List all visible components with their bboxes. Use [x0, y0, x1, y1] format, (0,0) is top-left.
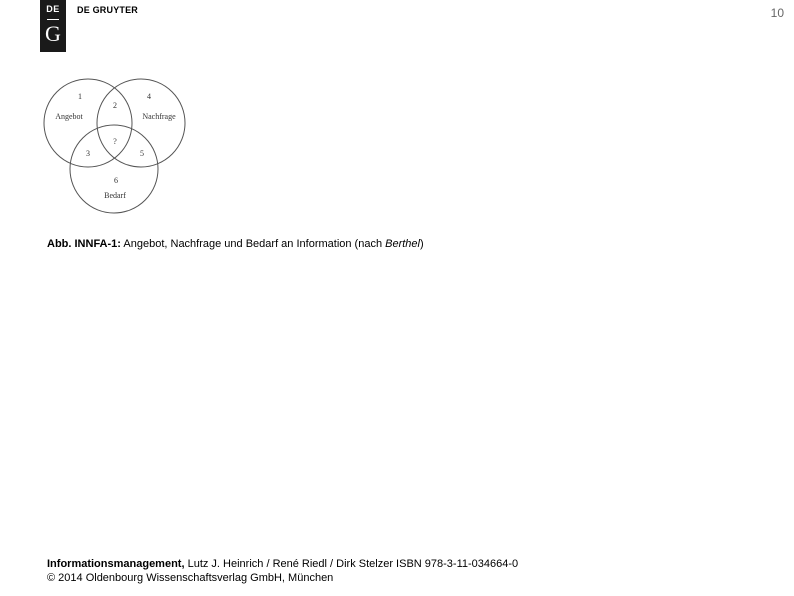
logo-bottom-text: G: [45, 21, 61, 46]
footer-authors-isbn: Lutz J. Heinrich / René Riedl / Dirk Stelzer ISBN 978-3-11-034664-0: [184, 558, 519, 570]
caption-text: Angebot, Nachfrage und Bedarf an Information (nach: [120, 238, 386, 250]
venn-diagram: [40, 74, 190, 216]
region-label-4: 4: [147, 92, 151, 101]
caption-label: Abb. INNFA-1:: [47, 238, 121, 250]
footer-book-title: Informationsmanagement,: [47, 558, 185, 570]
footer-copyright: © 2014 Oldenbourg Wissenschaftsverlag GmbH, München: [47, 572, 334, 584]
circle-label-angebot: Angebot: [55, 112, 83, 121]
figure-caption: [47, 238, 424, 250]
logo-top-text: DE: [46, 4, 60, 14]
footer: [47, 557, 518, 585]
caption-author: Berthel: [385, 238, 420, 250]
region-label-2: 2: [113, 101, 117, 110]
region-label-3: 3: [86, 149, 90, 158]
region-label-1: 1: [78, 92, 82, 101]
publisher-name: DE GRUYTER: [77, 5, 139, 15]
region-label-5: 5: [140, 149, 144, 158]
region-label-6: 6: [114, 176, 118, 185]
logo-divider: [47, 19, 59, 20]
footer-citation: [47, 557, 518, 571]
caption-end: ): [419, 238, 424, 250]
degruyter-logo: [40, 0, 66, 52]
region-label-center: ?: [113, 137, 117, 146]
circle-label-bedarf: Bedarf: [104, 191, 126, 200]
page-number: 10: [770, 6, 784, 20]
circle-label-nachfrage: Nachfrage: [142, 112, 176, 121]
